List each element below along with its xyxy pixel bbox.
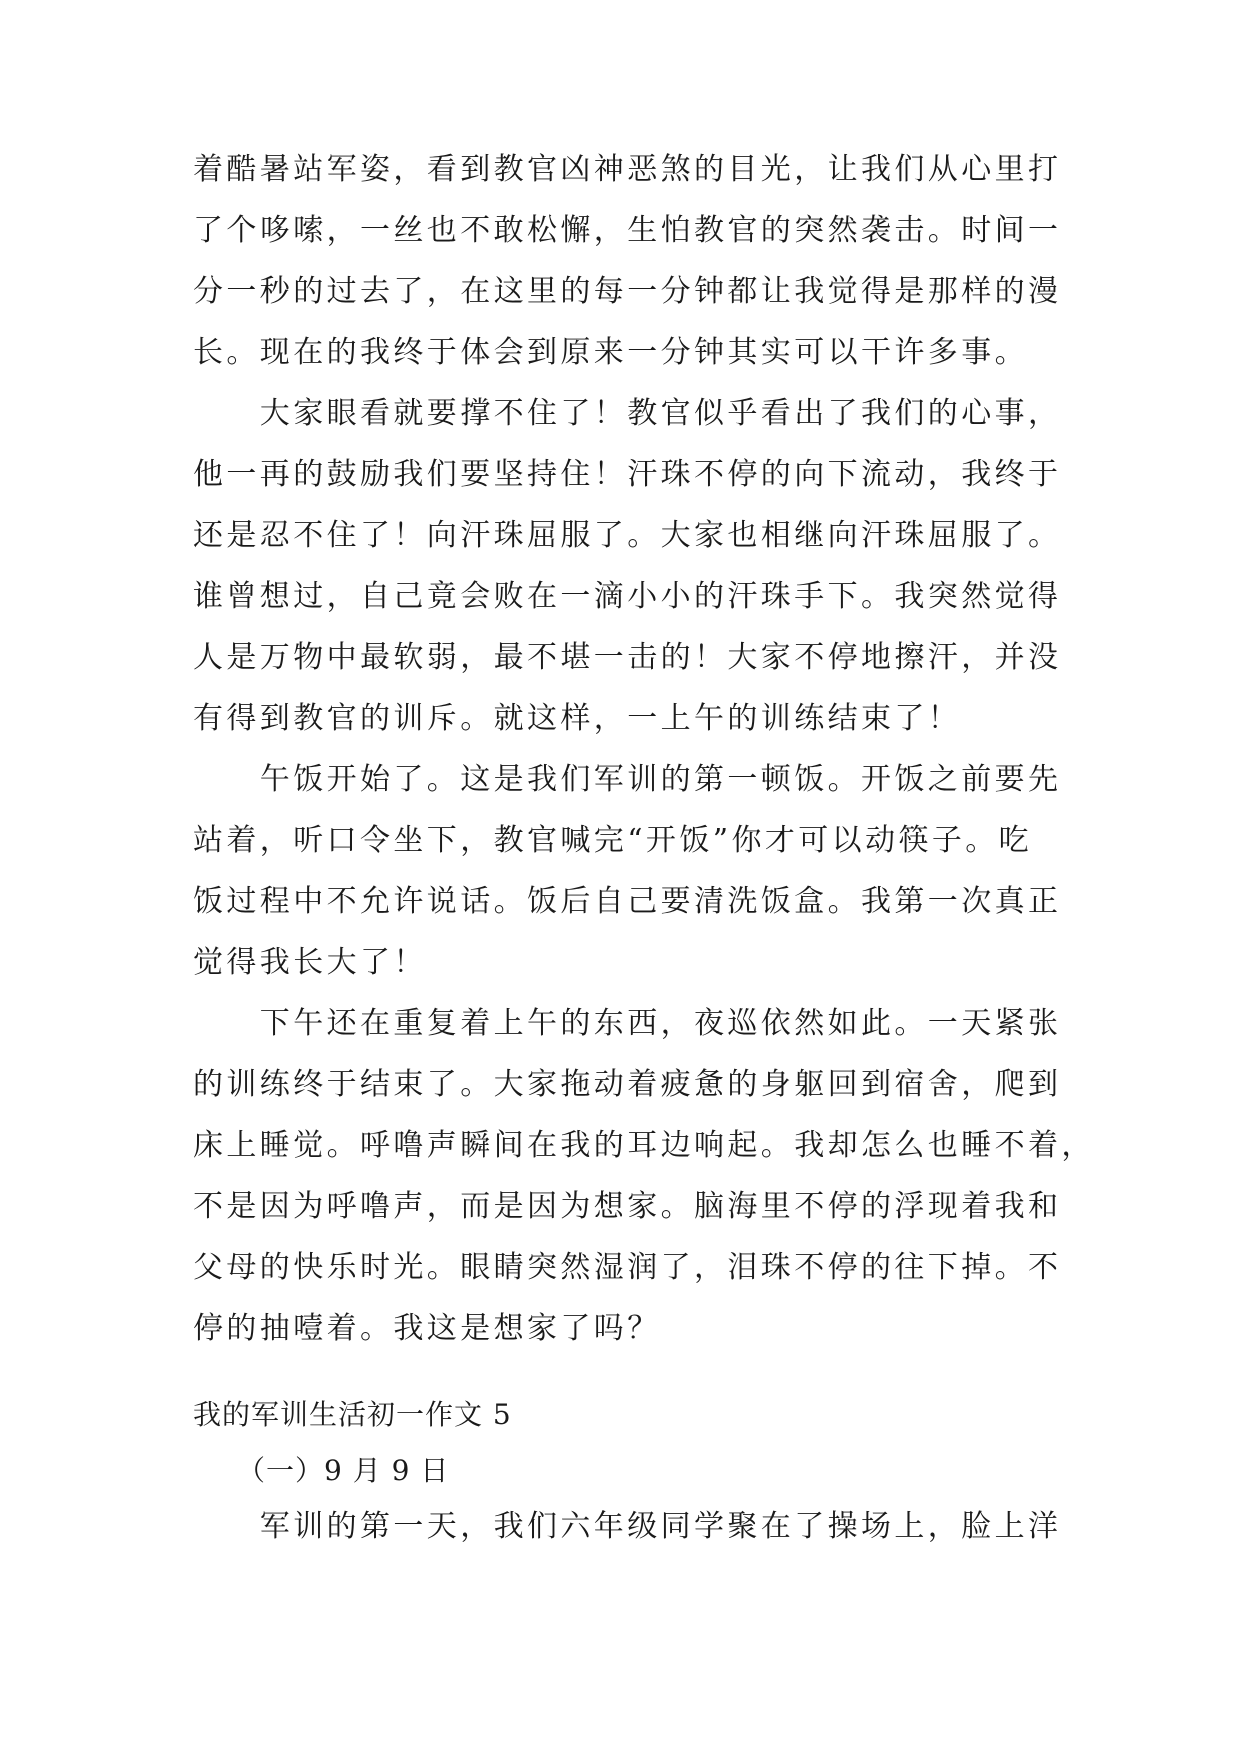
- text-line: 了个哆嗦，一丝也不敢松懈，生怕教官的突然袭击。时间一: [193, 213, 1062, 248]
- text-line: 饭过程中不允许说话。饭后自己要清洗饭盒。我第一次真正: [193, 884, 1062, 919]
- text-line: 还是忍不住了！向汗珠屈服了。大家也相继向汗珠屈服了。: [193, 518, 1062, 553]
- text-line: 谁曾想过，自己竟会败在一滴小小的汗珠手下。我突然觉得: [193, 579, 1062, 614]
- paragraph-first-line: 军训的第一天，我们六年级同学聚在了操场上，脸上洋: [193, 1509, 1062, 1544]
- text-line: 站着，听口令坐下，教官喊完“开饭”你才可以动筷子。吃: [193, 823, 1033, 858]
- text-line: 长。现在的我终于体会到原来一分钟其实可以干许多事。: [193, 335, 1028, 370]
- text-line: 停的抽噎着。我这是想家了吗？: [193, 1311, 661, 1346]
- text-line: 他一再的鼓励我们要坚持住！汗珠不停的向下流动，我终于: [193, 457, 1062, 492]
- text-line: 有得到教官的训斥。就这样，一上午的训练结束了！: [193, 701, 962, 736]
- section-title: 我的军训生活初一作文 5: [193, 1398, 512, 1431]
- text-line: 床上睡觉。呼噜声瞬间在我的耳边响起。我却怎么也睡不着，: [193, 1128, 1095, 1163]
- paragraph-first-line: 大家眼看就要撑不住了！教官似乎看出了我们的心事，: [193, 396, 1062, 431]
- section-subtitle: （一）9 月 9 日: [193, 1454, 450, 1487]
- text-line: 父母的快乐时光。眼睛突然湿润了，泪珠不停的往下掉。不: [193, 1250, 1062, 1285]
- text-line: 着酷暑站军姿，看到教官凶神恶煞的目光，让我们从心里打: [193, 152, 1062, 187]
- text-line: 的训练终于结束了。大家拖动着疲惫的身躯回到宿舍，爬到: [193, 1067, 1062, 1102]
- text-line: 分一秒的过去了，在这里的每一分钟都让我觉得是那样的漫: [193, 274, 1062, 309]
- text-line: 不是因为呼噜声，而是因为想家。脑海里不停的浮现着我和: [193, 1189, 1062, 1224]
- text-line: 人是万物中最软弱，最不堪一击的！大家不停地擦汗，并没: [193, 640, 1062, 675]
- paragraph-first-line: 下午还在重复着上午的东西，夜巡依然如此。一天紧张: [193, 1006, 1062, 1041]
- text-line: 觉得我长大了！: [193, 945, 427, 980]
- paragraph-first-line: 午饭开始了。这是我们军训的第一顿饭。开饭之前要先: [193, 762, 1062, 797]
